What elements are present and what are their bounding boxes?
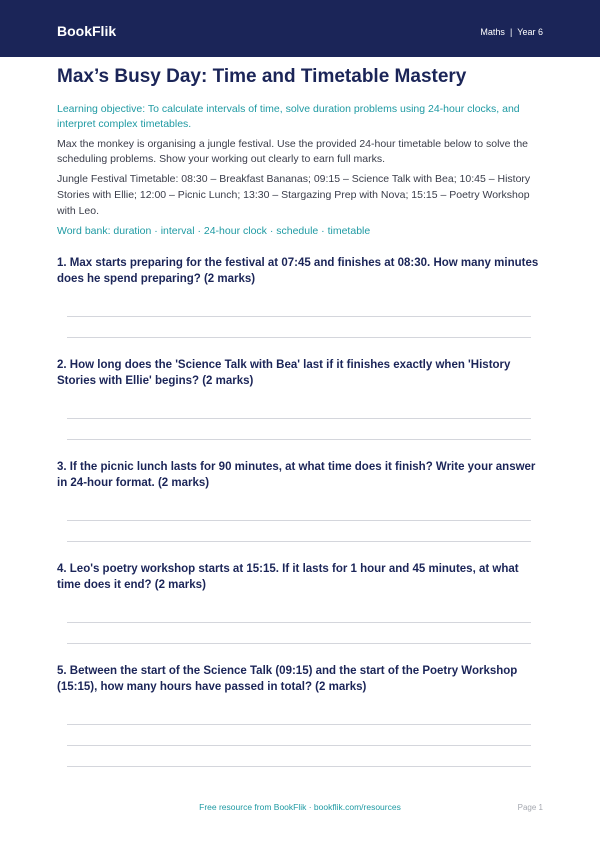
header-bar (0, 0, 600, 57)
meta-separator: | (509, 27, 513, 37)
question-text: 4. Leo's poetry workshop starts at 15:15. If it lasts for 1 hour and 45 minutes, at what time does it end? (2 marks) (57, 563, 519, 591)
word-bank: Word bank: duration · interval · 24-hour clock · schedule · timetable (57, 225, 371, 237)
question-text: 5. Between the start of the Science Talk (09:15) and the start of the Poetry Workshop (15:15), how many hours have passed in total? (2 marks) (57, 665, 518, 693)
question-5 (57, 663, 543, 695)
page-number: Page 1 (517, 803, 543, 812)
answer-line[interactable] (67, 520, 531, 521)
question-text: 2. How long does the 'Science Talk with Bea' last if it finishes exactly when 'History Stories with Ellie' begins? (2 marks) (57, 359, 511, 387)
brand-logo: BookFlik (57, 23, 117, 39)
question-1 (57, 255, 543, 287)
page-title: Max’s Busy Day: Time and Timetable Mastery (57, 66, 467, 87)
answer-line[interactable] (67, 541, 531, 542)
year-label: Year 6 (517, 27, 543, 37)
question-2 (57, 357, 543, 389)
answer-line[interactable] (67, 724, 531, 725)
answer-line[interactable] (67, 622, 531, 623)
answer-line[interactable] (67, 766, 531, 767)
question-3 (57, 459, 543, 491)
subject-year-label (480, 27, 543, 37)
intro-text: Max the monkey is organising a jungle festival. Use the provided 24-hour timetable below to solve the scheduling problems. Show your working out clearly to earn full marks. (57, 138, 529, 165)
learning-objective: Learning objective: To calculate intervals of time, solve duration problems using 24-hour clocks, and interpret complex timetables. (57, 103, 520, 130)
answer-line[interactable] (67, 439, 531, 440)
question-4 (57, 561, 543, 593)
answer-line[interactable] (67, 316, 531, 317)
answer-line[interactable] (67, 745, 531, 746)
answer-line[interactable] (67, 643, 531, 644)
question-text: 1. Max starts preparing for the festival at 07:45 and finishes at 08:30. How many minutes does he spend preparing? (2 marks) (57, 257, 539, 285)
timetable-text: Jungle Festival Timetable: 08:30 – Breakfast Bananas; 09:15 – Science Talk with Bea; 10:45 – History Stories with Ellie; 12:00 – Picnic Lunch; 13:30 – Stargazing Prep with Nova; 15:15 – Poetry Workshop with Leo. (57, 173, 531, 217)
question-text: 3. If the picnic lunch lasts for 90 minutes, at what time does it finish? Write your answer in 24-hour format. (2 marks) (57, 461, 536, 489)
answer-line[interactable] (67, 418, 531, 419)
footer-text: Free resource from BookFlik · bookflik.com/resources (199, 802, 401, 812)
subject-label: Maths (480, 27, 505, 37)
answer-line[interactable] (67, 337, 531, 338)
